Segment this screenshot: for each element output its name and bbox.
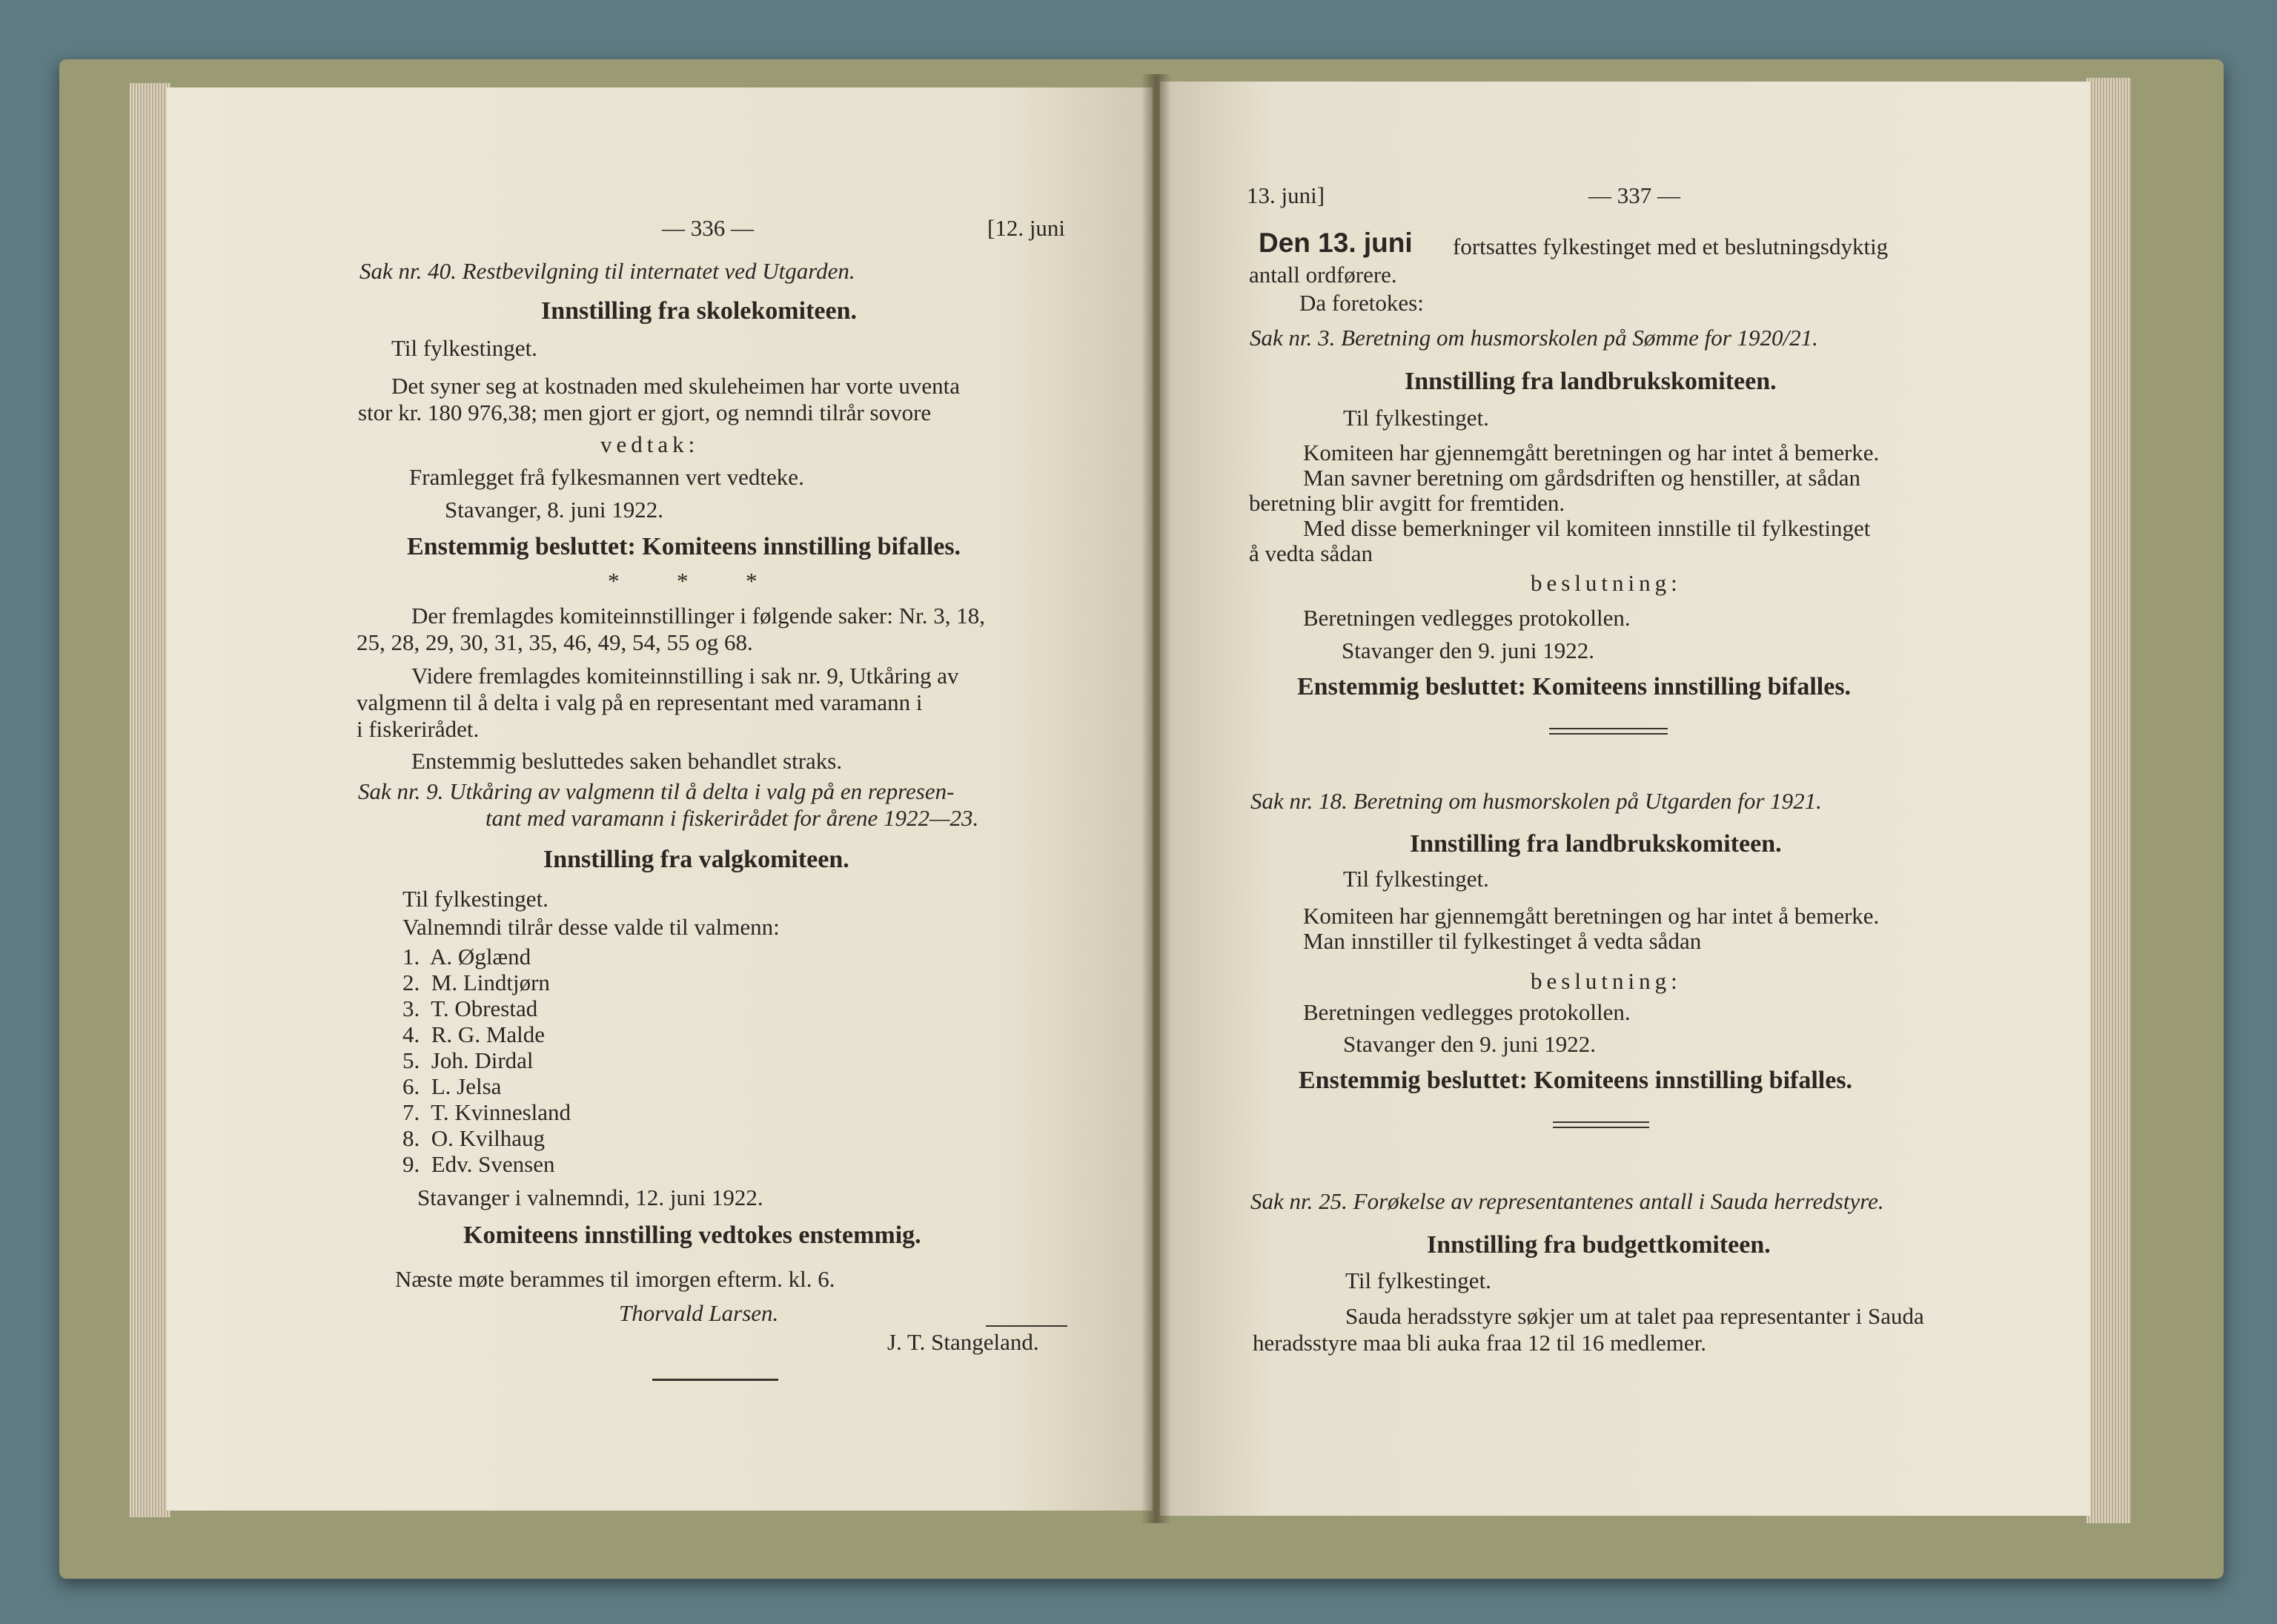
list-item: 9. Edv. Svensen [402, 1151, 555, 1177]
date-header: 13. juni] [1247, 182, 1325, 208]
section-heading: Innstilling fra landbrukskomiteen. [1405, 368, 1777, 395]
body-text: Man savner beretning om gårdsdriften og henstiller, at sådan [1303, 465, 1861, 491]
body-text: fortsattes fylkestinget med et beslutningsdyktig [1453, 233, 1889, 259]
decision-text: Beretningen vedlegges protokollen. [1303, 605, 1631, 631]
body-text: valgmenn til å delta i valg på en representant med varamann i [357, 689, 923, 715]
address-line: Til fylkestinget. [391, 335, 537, 361]
signature: Thorvald Larsen. [619, 1300, 779, 1326]
case-title: Sak nr. 3. Beretning om husmorskolen på Sømme for 1920/21. [1250, 325, 1818, 351]
body-text: beretning blir avgitt for fremtiden. [1249, 490, 1565, 516]
body-text: Komiteen har gjennemgått beretningen og har intet å bemerke. [1303, 440, 1880, 465]
list-item: 1. A. Øglænd [402, 944, 531, 970]
body-text: Komiteen har gjennemgått beretningen og har intet å bemerke. [1303, 903, 1880, 929]
body-text: Da foretokes: [1299, 290, 1424, 316]
body-text: antall ordførere. [1249, 262, 1397, 288]
section-heading: Innstilling fra valgkomiteen. [543, 846, 849, 873]
decision-text: Beretningen vedlegges protokollen. [1303, 999, 1631, 1025]
body-text: Enstemmig besluttedes saken behandlet straks. [411, 748, 843, 774]
body-text: Sauda heradsstyre søkjer um at talet paa representanter i Sauda [1345, 1303, 1924, 1329]
body-text: Der fremlagdes komiteinnstillinger i følgende saker: Nr. 3, 18, [411, 603, 985, 629]
list-item: 8. O. Kvilhaug [402, 1125, 546, 1151]
vedtak-label: vedtak: [600, 431, 700, 457]
list-item: 3. T. Obrestad [402, 995, 538, 1021]
list-item: 2. M. Lindtjørn [402, 970, 550, 995]
right-page [1160, 82, 2090, 1516]
list-item: 7. T. Kvinnesland [402, 1099, 571, 1125]
body-text: Med disse bemerkninger vil komiteen innstille til fylkestinget [1303, 515, 1871, 541]
beslutning-label: beslutning: [1531, 968, 1682, 994]
body-text: Man innstiller til fylkestinget å vedta sådan [1303, 928, 1702, 954]
section-heading: Innstilling fra landbrukskomiteen. [1410, 830, 1782, 858]
asterism: * * * [608, 568, 758, 594]
signature: J. T. Stangeland. [887, 1329, 1039, 1355]
place-date: Stavanger, 8. juni 1922. [445, 497, 663, 523]
body-text: å vedta sådan [1249, 540, 1373, 566]
place-date: Stavanger den 9. juni 1922. [1343, 1031, 1596, 1057]
result-line: Enstemmig besluttet: Komiteens innstilling bifalles. [407, 533, 961, 560]
section-heading: Innstilling fra budgettkomiteen. [1427, 1231, 1771, 1259]
case-title: Sak nr. 9. Utkåring av valgmenn til å delta i valg på en represen- [358, 778, 955, 804]
page-edges-left [130, 83, 170, 1517]
result-line: Enstemmig besluttet: Komiteens innstilling bifalles. [1297, 673, 1852, 700]
date-header: [12. juni [987, 215, 1066, 241]
signature-rule [986, 1325, 1067, 1327]
left-page [167, 87, 1153, 1511]
body-text: Valnemndi tilrår desse valde til valmenn: [402, 914, 780, 940]
list-item: 5. Joh. Dirdal [402, 1047, 534, 1073]
address-line: Til fylkestinget. [1343, 405, 1489, 431]
list-item: 4. R. G. Malde [402, 1021, 546, 1047]
case-title-cont: tant med varamann i fiskerirådet for årene 1922—23. [485, 805, 979, 831]
page-number: — 336 — [662, 215, 754, 241]
result-line: Enstemmig besluttet: Komiteens innstilling bifalles. [1299, 1067, 1853, 1094]
page-number: — 337 — [1588, 182, 1680, 208]
body-text: i fiskerirådet. [357, 716, 480, 742]
body-text: Det syner seg at kostnaden med skuleheimen har vorte uventa [391, 373, 961, 399]
address-line: Til fylkestinget. [1343, 866, 1489, 892]
address-line: Til fylkestinget. [402, 886, 548, 912]
case-title: Sak nr. 18. Beretning om husmorskolen på Utgarden for 1921. [1250, 788, 1822, 814]
beslutning-label: beslutning: [1531, 570, 1682, 596]
body-text: Næste møte berammes til imorgen efterm. kl. 6. [395, 1266, 835, 1292]
place-date: Stavanger i valnemndi, 12. juni 1922. [417, 1184, 763, 1210]
page-edges-right [2087, 78, 2131, 1523]
address-line: Til fylkestinget. [1345, 1267, 1491, 1293]
place-date: Stavanger den 9. juni 1922. [1342, 637, 1594, 663]
list-item: 6. L. Jelsa [402, 1073, 502, 1099]
body-text: 25, 28, 29, 30, 31, 35, 46, 49, 54, 55 og 68. [357, 629, 753, 655]
opening-lead: Den 13. juni [1259, 228, 1413, 258]
book-gutter [1141, 74, 1171, 1523]
closing-rule [652, 1379, 778, 1381]
body-text: stor kr. 180 976,38; men gjort er gjort, og nemndi tilrår sovore [358, 400, 932, 425]
section-heading: Innstilling fra skolekomiteen. [541, 297, 857, 325]
body-text: Videre fremlagdes komiteinnstilling i sak nr. 9, Utkåring av [411, 663, 959, 689]
body-text: heradsstyre maa bli auka fraa 12 til 16 medlemer. [1253, 1330, 1707, 1356]
section-divider [1549, 728, 1668, 735]
case-title: Sak nr. 25. Forøkelse av representantenes antall i Sauda herredstyre. [1250, 1188, 1884, 1214]
decision-text: Framlegget frå fylkesmannen vert vedteke. [409, 464, 804, 490]
section-divider [1553, 1121, 1649, 1128]
result-line: Komiteens innstilling vedtokes enstemmig. [463, 1222, 921, 1249]
case-title: Sak nr. 40. Restbevilgning til internatet ved Utgarden. [359, 258, 855, 284]
